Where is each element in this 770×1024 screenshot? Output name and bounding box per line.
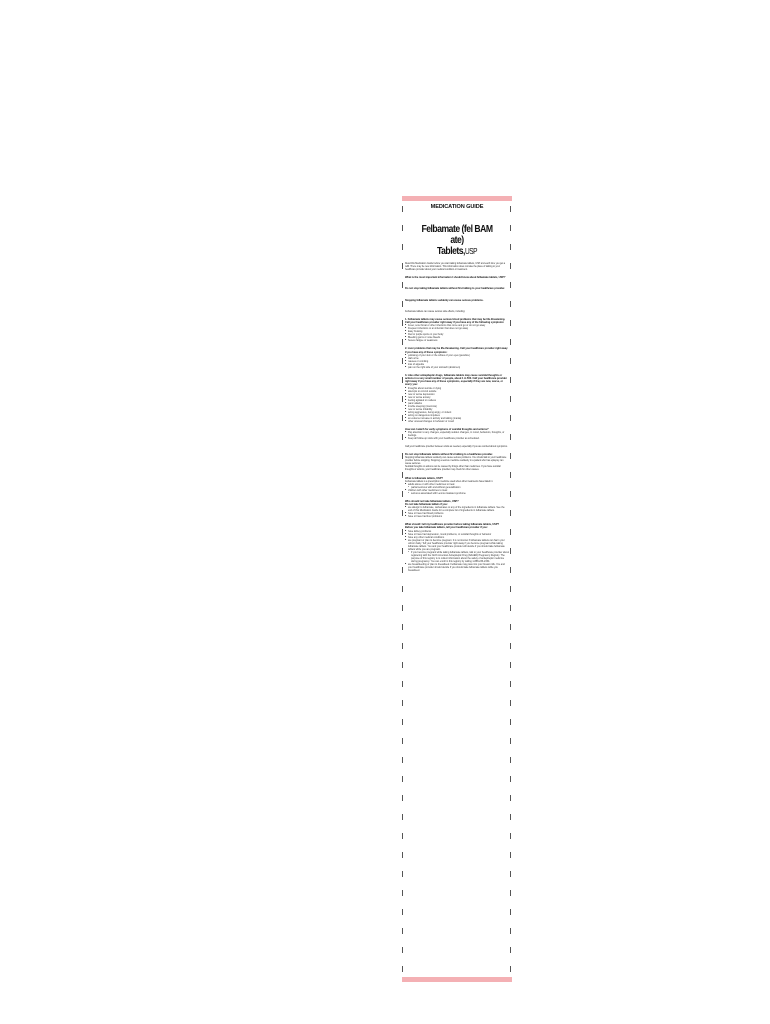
margin-tick <box>510 852 511 858</box>
left-margin-ticks <box>402 202 404 976</box>
list-item: ■ Bleeding gums or nose bleeds <box>405 336 509 339</box>
margin-tick <box>402 909 403 915</box>
margin-tick <box>510 871 511 877</box>
do-not-stop-note: Do not stop taking felbamate tablets without first talking to your healthcare provider. <box>405 287 505 291</box>
margin-tick <box>510 586 511 592</box>
margin-tick <box>510 529 511 535</box>
list-item: ■ pain on the right side of your stomach (abdomen) <box>405 366 509 369</box>
margin-tick <box>402 738 403 744</box>
important-info-heading: What is the most important information I should know about felbamate tablets, USP? <box>405 276 506 280</box>
list-item: ■ an extreme increase in activity and talking (mania) <box>405 417 509 420</box>
margin-tick <box>402 301 403 307</box>
margin-tick <box>402 833 403 839</box>
watch-symptoms-heading: How can I watch for early symptoms of suicidal thoughts and actions? <box>405 427 489 431</box>
margin-tick <box>402 225 403 231</box>
margin-tick <box>402 396 403 402</box>
margin-tick <box>402 491 403 497</box>
list-item: ■ new or worse irritability <box>405 408 509 411</box>
intro-paragraph: Read this Medication Guide before you start taking felbamate tablets, USP and each time you get a refill. There may be new information. This information does not take the place of talking to your healthcare provider about your medical condition or treatment. <box>405 262 506 272</box>
margin-tick <box>510 339 511 345</box>
list-item: ■ have kidney problems <box>405 530 509 533</box>
margin-tick <box>510 833 511 839</box>
margin-tick <box>402 605 403 611</box>
margin-tick <box>402 529 403 535</box>
margin-tick <box>402 700 403 706</box>
margin-tick <box>402 206 403 212</box>
margin-tick <box>510 643 511 649</box>
margin-tick <box>510 491 511 497</box>
margin-tick <box>402 947 403 953</box>
margin-tick <box>402 472 403 478</box>
list-item: ■ Severe fatigue or weakness <box>405 339 509 342</box>
drug-form: Tablets, <box>436 245 465 257</box>
margin-tick <box>402 415 403 421</box>
list-item: ■ feeling agitated or restless <box>405 399 509 402</box>
drug-name: Felbamate (fel BAM ate) <box>421 223 493 246</box>
margin-tick <box>510 358 511 364</box>
margin-tick <box>510 795 511 801</box>
margin-tick <box>510 301 511 307</box>
margin-tick <box>402 871 403 877</box>
list-item: ■ have or have had depression, mood problems, or suicidal thoughts or behavior <box>405 533 509 536</box>
margin-tick <box>402 567 403 573</box>
guide-header: MEDICATION GUIDE <box>430 204 484 210</box>
margin-tick <box>510 624 511 630</box>
side-effects-intro: Felbamate tablets can cause serious side effects, including: <box>405 309 466 313</box>
list-item: ■ Keep all follow-up visits with your healthcare provider as scheduled. <box>405 437 509 440</box>
list-item: ■ attempts to commit suicide <box>405 390 509 393</box>
list-item: ■ Fever, sore throat or other infections that come and go or do not go away <box>405 324 509 327</box>
margin-tick <box>402 643 403 649</box>
stop-paragraph: Stopping felbamate tablets suddenly can cause serious problems. You should talk to your healthcare provider before stopping. Stopping a seizure medicine suddenly in a patient who has epilepsy can cause seizures. <box>405 456 507 466</box>
bottom-color-band <box>402 977 512 982</box>
margin-tick <box>402 814 403 820</box>
breastfeeding-item: ■ are breastfeeding or plan to breastfeed. Felbamate may pass into your breast milk. You and your healthcare provider should decide if you should take felbamate tablets while you breastfeed. <box>405 563 509 572</box>
tell-provider-heading: What should I tell my healthcare provider before taking felbamate tablets, USP? <box>405 523 500 527</box>
margin-tick <box>402 890 403 896</box>
list-item: ■ Frequent infections or an infection that does not go away <box>405 327 509 330</box>
list-item: ■ loss of appetite <box>405 363 509 366</box>
what-is-item-children: ■ children with other medicines to treat: <box>405 489 509 492</box>
margin-tick <box>510 700 511 706</box>
list-item: ■ dark urine <box>405 357 509 360</box>
top-color-band <box>402 196 512 201</box>
what-is-subitem-partial: o partial seizures with and without generalization <box>405 486 509 489</box>
margin-tick <box>402 377 403 383</box>
guide-content <box>405 204 509 572</box>
margin-tick <box>402 795 403 801</box>
stop-paragraph-2: Suicidal thoughts or actions can be caused by things other than medicines. If you have suicidal thoughts or actions, your healthcare provider may check for other causes. <box>405 465 501 472</box>
suicidal-thoughts-heading: 3. Like other antiepileptic drugs, felbamate tablets may cause suicidal thoughts or actions in a very small number of people, about 1 in 500. Call your healthcare provider right away if you have any of these symptoms, especially if they are new, worse, or worry you: <box>405 373 507 387</box>
list-item: ■ trouble sleeping (insomnia) <box>405 405 509 408</box>
margin-tick <box>510 719 511 725</box>
list-item: ■ acting on dangerous impulses <box>405 414 509 417</box>
list-item: ■ new or worse depression <box>405 393 509 396</box>
margin-tick <box>510 453 511 459</box>
list-item: ■ acting aggressive, being angry, or violent <box>405 411 509 414</box>
liver-problems-list <box>405 354 509 369</box>
margin-tick <box>510 814 511 820</box>
list-item: ■ panic attacks <box>405 402 509 405</box>
margin-tick <box>402 776 403 782</box>
right-margin-ticks <box>510 202 512 976</box>
margin-tick <box>510 548 511 554</box>
list-item: ■ have or have had liver problems <box>405 515 509 518</box>
blood-problems-heading: 1. Felbamate tablets may cause serious blood problems that may be life-threatening. Call your healthcare provider right away if you have any of the following symptoms: <box>405 317 506 325</box>
list-item: ■ other unusual changes in behavior or mood <box>405 420 509 423</box>
medication-guide-sheet <box>402 196 512 982</box>
list-item: ■ have any other medical conditions <box>405 536 509 539</box>
stop-heading: Do not stop felbamate tablets without first talking to a healthcare provider. <box>405 452 493 456</box>
blood-problems-list <box>405 324 509 342</box>
list-item: ■ Red or purple spots on your body <box>405 333 509 336</box>
call-provider-note: Call your healthcare provider between visits as needed, especially if you are worried about symptoms. <box>405 444 508 448</box>
list-item: ■ are pregnant or plan to become pregnant. It is not known if felbamate tablets can harm your unborn baby. Tell your healthcare provider right away if you become pregnant while taking felbamate tablets. You and your healthcare provider will decide if you should take felbamate tablets while you are pregnant. <box>405 539 509 551</box>
margin-tick <box>402 244 403 250</box>
list-item: ■ Pay attention to any changes, especially sudden changes, in mood, behaviors, thoughts, or feelings. <box>405 431 509 437</box>
margin-tick <box>510 282 511 288</box>
margin-tick <box>402 358 403 364</box>
margin-tick <box>510 206 511 212</box>
margin-tick <box>510 415 511 421</box>
margin-tick <box>510 909 511 915</box>
margin-tick <box>510 890 511 896</box>
margin-tick <box>510 434 511 440</box>
margin-tick <box>510 510 511 516</box>
margin-tick <box>510 605 511 611</box>
list-item: ■ new or worse anxiety <box>405 396 509 399</box>
list-item: ■ thoughts about suicide or dying <box>405 387 509 390</box>
margin-tick <box>402 662 403 668</box>
margin-tick <box>402 719 403 725</box>
margin-tick <box>510 377 511 383</box>
suicidal-symptoms-list <box>405 387 509 423</box>
drug-suffix: USP <box>464 247 477 256</box>
list-item: ■ Easy bruising <box>405 330 509 333</box>
watch-symptoms-list <box>405 431 509 440</box>
margin-tick <box>510 567 511 573</box>
margin-tick <box>402 282 403 288</box>
drug-title <box>414 224 499 257</box>
margin-tick <box>510 757 511 763</box>
margin-tick <box>402 263 403 269</box>
tell-provider-list <box>405 530 509 551</box>
list-item: ■ yellowing of your skin or the whites of your eyes (jaundice) <box>405 354 509 357</box>
margin-tick <box>402 453 403 459</box>
margin-tick <box>510 738 511 744</box>
stopping-note: Stopping felbamate tablets suddenly can cause serious problems. <box>405 298 484 302</box>
what-is-heading: What is felbamate tablets, USP? <box>405 476 443 480</box>
margin-tick <box>510 244 511 250</box>
margin-tick <box>402 681 403 687</box>
margin-tick <box>402 757 403 763</box>
what-is-item-adults: ■ adults alone or with other medicines to treat: <box>405 483 509 486</box>
what-is-paragraph: Felbamate tablets is a prescription medicine used when other treatments have failed in: <box>405 479 494 483</box>
margin-tick <box>402 586 403 592</box>
margin-tick <box>510 472 511 478</box>
margin-tick <box>402 339 403 345</box>
liver-problems-heading: 2. Liver problems that may be life-threatening. Call your healthcare provider right away if you have any of these symptoms: <box>405 347 508 354</box>
margin-tick <box>510 776 511 782</box>
tell-provider-subheading: Before you take felbamate tablets, tell your healthcare provider if you: <box>405 526 488 530</box>
pregnancy-registry-item: o If you become pregnant while taking felbamate tablets, talk to your healthcare provider about registering with the North American Antiepileptic Drug (NAAED) Pregnancy Registry. The purpose of this registry is to collect information about the safety of antiepileptic medicine during pregnancy. You can enroll in this registry by calling 1-888-233-2334. <box>405 551 509 563</box>
margin-tick <box>402 510 403 516</box>
margin-tick <box>510 681 511 687</box>
margin-tick <box>510 225 511 231</box>
margin-tick <box>402 434 403 440</box>
margin-tick <box>510 662 511 668</box>
list-item: ■ nausea or vomiting <box>405 360 509 363</box>
who-should-not-heading: Who should not take felbamate tablets, USP? <box>405 499 459 503</box>
margin-tick <box>402 928 403 934</box>
margin-tick <box>402 320 403 326</box>
margin-tick <box>510 928 511 934</box>
margin-tick <box>510 320 511 326</box>
who-should-not-subheading: Do not take felbamate tablets if you: <box>405 503 448 507</box>
list-item: ■ have or have had blood problems <box>405 512 509 515</box>
who-should-not-list <box>405 506 509 518</box>
margin-tick <box>402 548 403 554</box>
margin-tick <box>510 263 511 269</box>
margin-tick <box>510 396 511 402</box>
margin-tick <box>402 624 403 630</box>
margin-tick <box>510 947 511 953</box>
list-item: ■ are allergic to felbamate, carbamates or any of the ingredients in felbamate tablets. See the end of this Medication Guide for a complete list of ingredients in felbamate tablets. <box>405 506 509 512</box>
what-is-subitem-lgs: o seizures associated with Lennox-Gastaut syndrome <box>405 492 509 495</box>
margin-tick <box>510 966 511 972</box>
margin-tick <box>402 966 403 972</box>
margin-tick <box>402 852 403 858</box>
